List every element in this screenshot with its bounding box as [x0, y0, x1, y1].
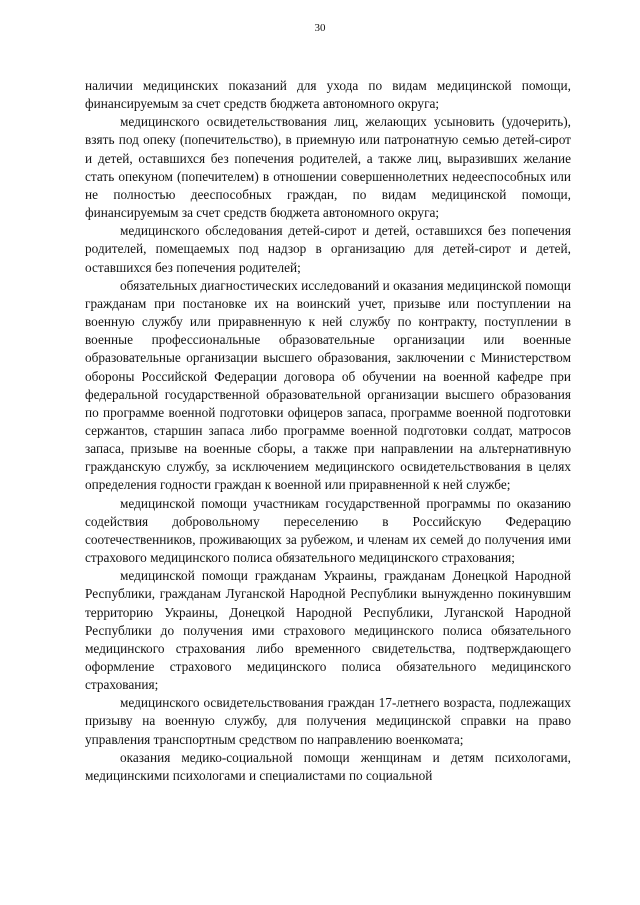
paragraph-7: медицинского освидетельствования граждан 17-летнего возраста, подлежащих призыву на военную службу, для получения медицинской справки на право управления транспортным средством по направлению военкомата;: [85, 695, 571, 747]
paragraph-1: наличии медицинских показаний для ухода по видам медицинской помощи, финансируемым за счет средств бюджета автономного округа;: [85, 78, 571, 112]
paragraph-8: оказания медико-социальной помощи женщинам и детям психологами, медицинскими психологами и специалистами по социальной: [85, 749, 571, 783]
paragraph-6: медицинской помощи гражданам Украины, гражданам Донецкой Народной Республики, гражданам Луганской Народной Республики вынужденно покинувшим территорию Украины, Донецкой Народной Республики, Луганской Народной Республики до получения ими страхового медицинского полиса обязательного медицинского страхования либо временного свидетельства, подтверждающего оформление страхового медицинского полиса обязательного медицинского страхования;: [85, 568, 571, 693]
document-body: [85, 77, 571, 785]
paragraph-4: обязательных диагностических исследований и оказания медицинской помощи гражданам при постановке их на воинский учет, призыве или поступлении на военную службу или приравненную к ней службу по контракту, поступлении в военные профессиональные образовательные организации или военные образовательные организации высшего образования, заключении с Министерством обороны Российской Федерации договора об обучении на военной кафедре при федеральной государственной образовательной организации высшего образования по программе военной подготовки офицеров запаса, программе военной подготовки сержантов, старшин запаса либо программе военной подготовки солдат, матросов запаса, призыве на военные сборы, а также при направлении на альтернативную гражданскую службу, за исключением медицинского освидетельствования в целях определения годности граждан к военной или приравненной к ней службе;: [85, 277, 571, 493]
page-number: 30: [314, 22, 326, 34]
paragraph-2: медицинского освидетельствования лиц, желающих усыновить (удочерить), взять под опеку (попечительство), в приемную или патронатную семью детей-сирот и детей, оставшихся без попечения родителей, а также лиц, выразивших желание стать опекуном (попечителем) в отношении совершеннолетних недееспособных или не полностью дееспособных граждан, по видам медицинской помощи, финансируемым за счет средств бюджета автономного округа;: [85, 114, 571, 221]
paragraph-5: медицинской помощи участникам государственной программы по оказанию содействия добровольному переселению в Российскую Федерацию соотечественников, проживающих за рубежом, и членам их семей до получения ими страхового медицинского полиса обязательного медицинского страхования;: [85, 495, 571, 566]
paragraph-3: медицинского обследования детей-сирот и детей, оставшихся без попечения родителей, помещаемых под надзор в организацию для детей-сирот и детей, оставшихся без попечения родителей;: [85, 223, 571, 275]
